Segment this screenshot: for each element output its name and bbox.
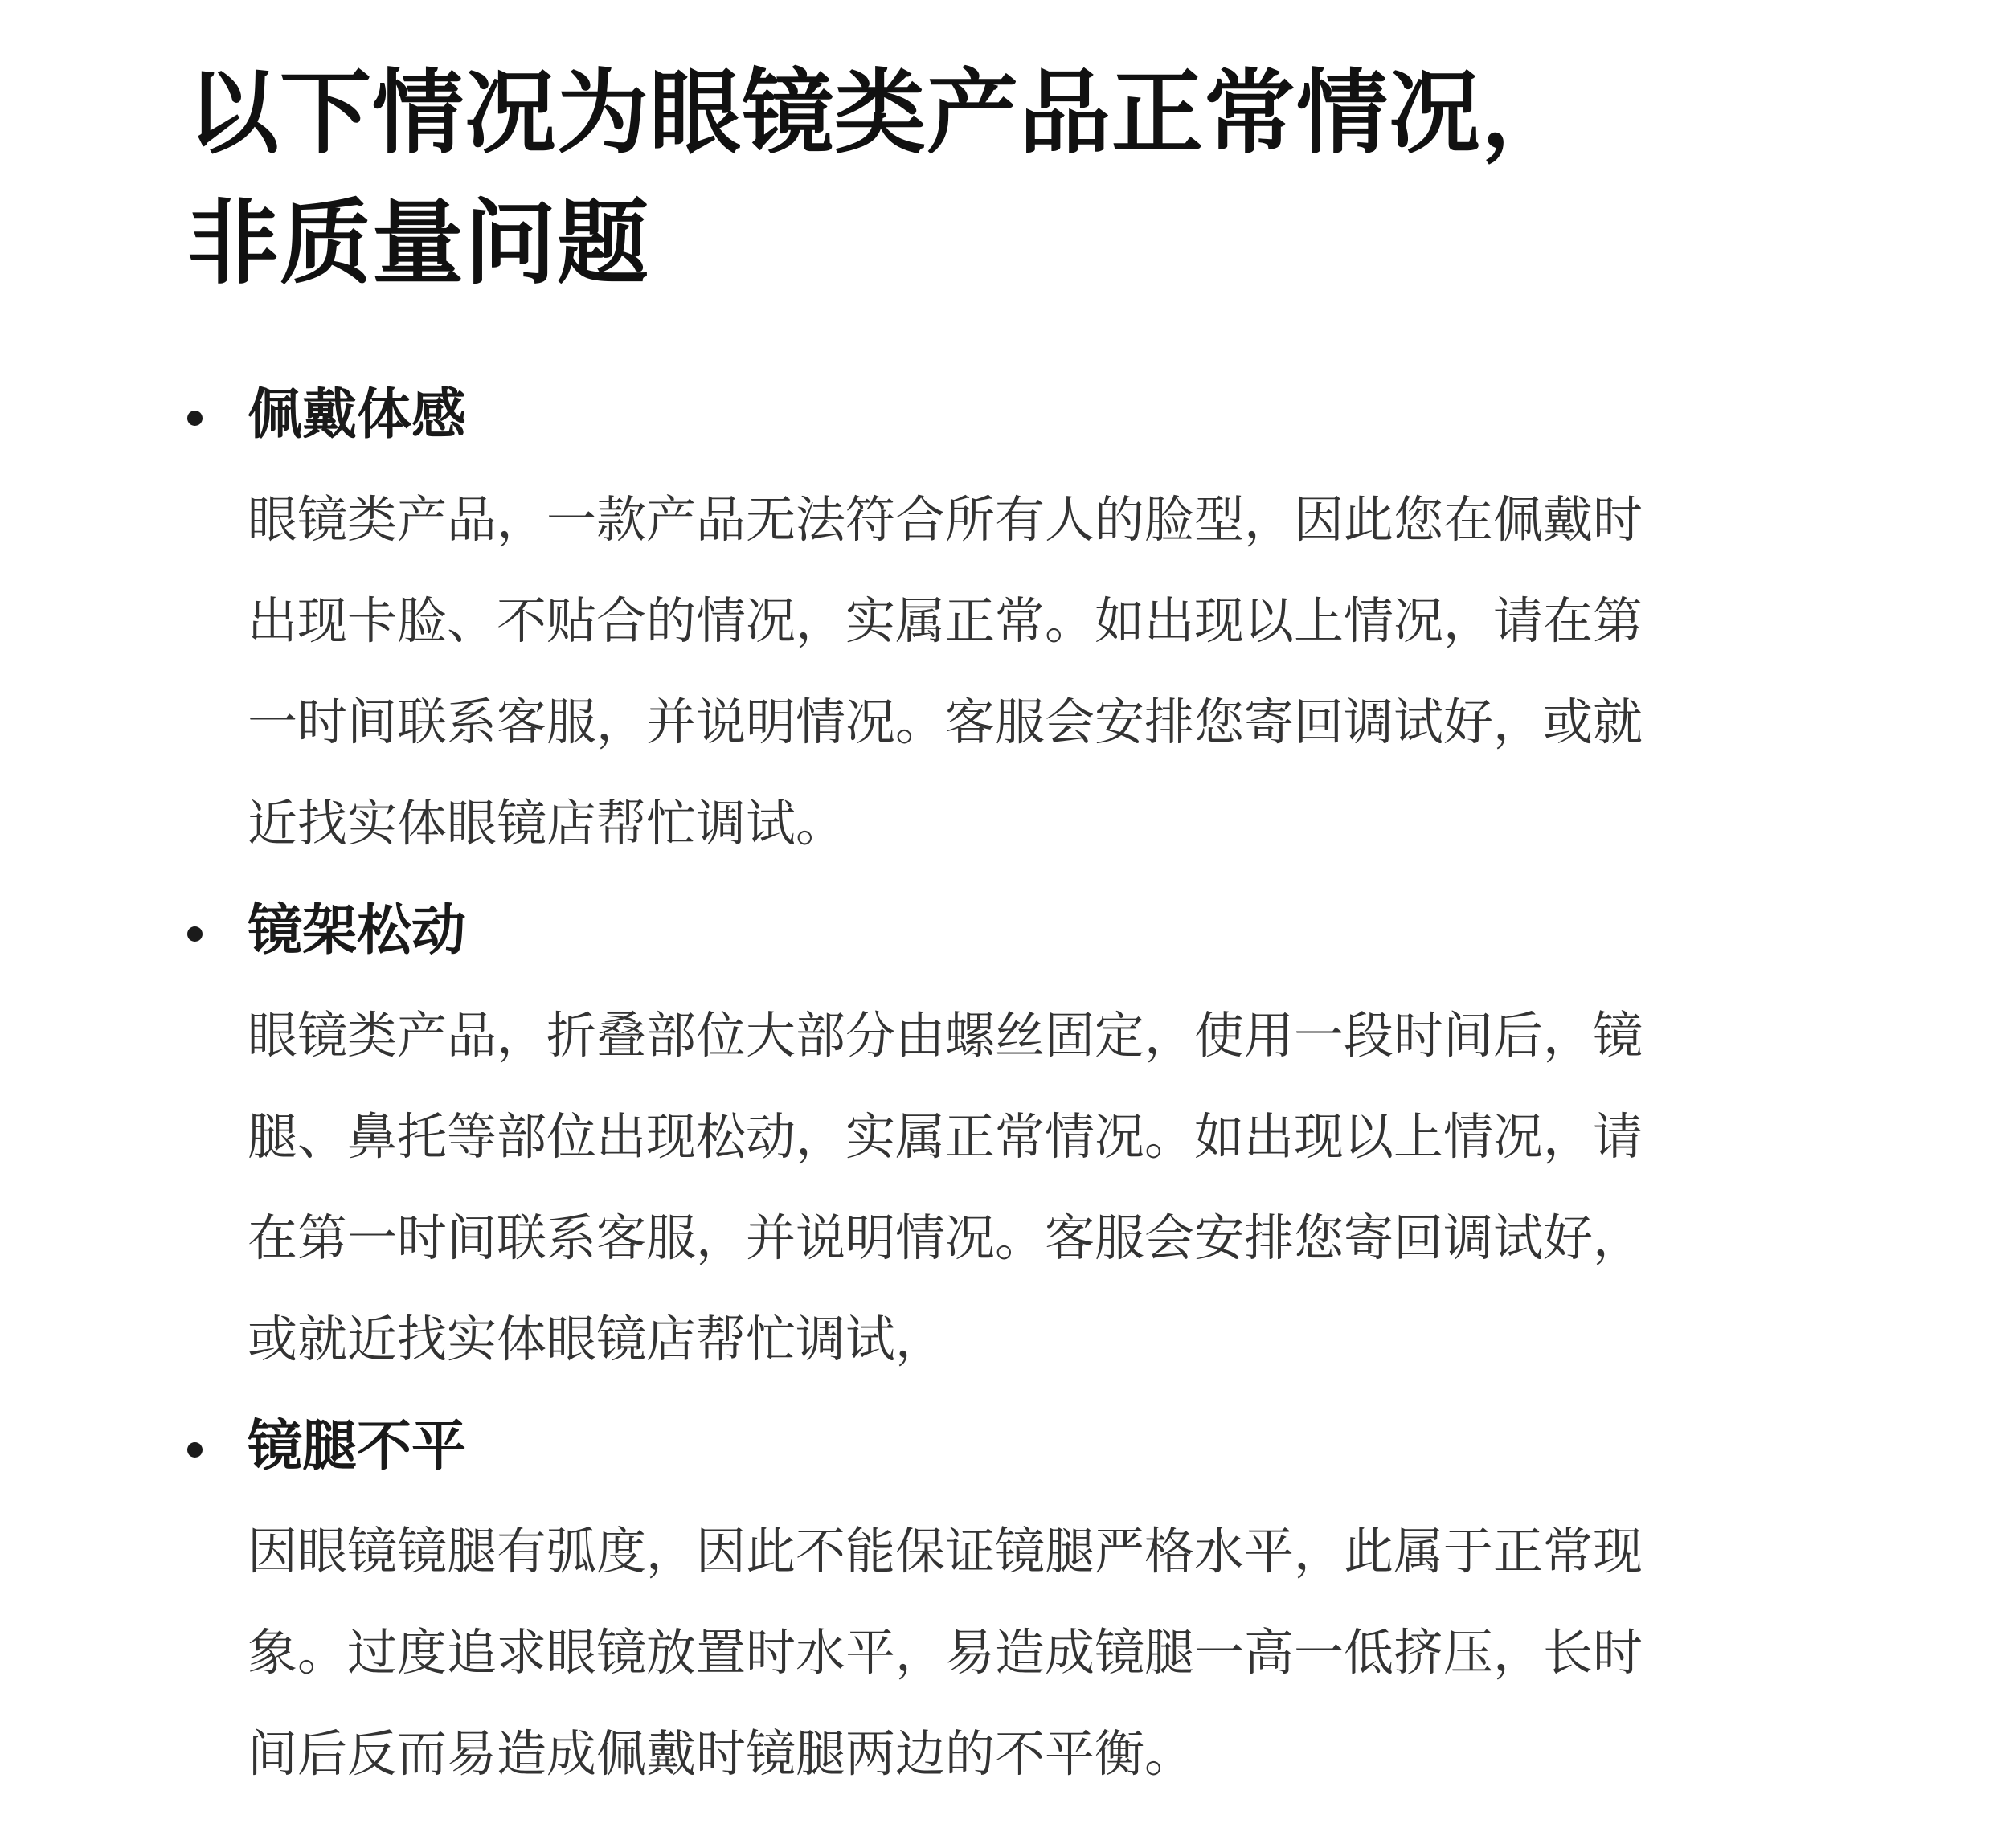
bullet-dot-icon xyxy=(187,1442,203,1458)
body-line: 间后反而易造成佩戴时镜腿两边的不平衡。 xyxy=(248,1724,1195,1783)
notice-page xyxy=(187,48,1819,1819)
body-line: 在第一时间联系客服，并说明情况。客服会安排您寄回调试好， xyxy=(248,1208,1643,1267)
section-body xyxy=(248,469,1819,874)
body-line: 腿、鼻托等部位出现松动，实属正常情况。如出现以上情况，请 xyxy=(248,1107,1643,1166)
body-line: 眼镜类产品，折叠部位大部分由螺丝固定，使用一段时间后，镜 xyxy=(248,1006,1643,1065)
body-line: 眼镜类产品，一款产品无法符合所有人的脸型，因此您在佩戴时 xyxy=(248,490,1643,549)
page-title xyxy=(187,48,1819,309)
section-heading: 镜腿不平 xyxy=(248,1415,467,1478)
body-line: 一时间联系客服，并说明情况。客服会安排您寄回调试好，或就 xyxy=(248,693,1643,751)
body-line: 近找实体眼镜店帮忙调试。 xyxy=(248,794,846,852)
list-item-loose-frame xyxy=(187,889,1819,1390)
notice-list xyxy=(187,373,1819,1805)
list-item-uneven-temples xyxy=(187,1404,1819,1805)
page-title-line-2: 非质量问题 xyxy=(187,190,650,296)
section-body xyxy=(248,985,1819,1390)
bullet-dot-icon xyxy=(187,926,203,942)
body-line: 象。过度追求眼镜放置时水平，易造成镜腿一高一低挤压，长时 xyxy=(248,1623,1643,1682)
section-body xyxy=(248,1501,1819,1805)
section-heading: 镜架松动 xyxy=(248,899,467,963)
body-line: 出现卡脸、不贴合的情况，实属正常。如出现以上情况，请在第 xyxy=(248,591,1643,650)
body-line: 或就近找实体眼镜店帮忙调试， xyxy=(248,1310,946,1368)
body-line: 因眼镜镜腿有弧度，因此不能保证镜腿严格水平，此属于正常现 xyxy=(248,1522,1643,1580)
bullet-dot-icon xyxy=(187,411,203,426)
page-title-line-1: 以下情况为眼镜类产品正常情况， xyxy=(187,59,1574,166)
section-heading: 佩戴体感 xyxy=(248,383,467,447)
list-item-wearing-feel xyxy=(187,373,1819,874)
